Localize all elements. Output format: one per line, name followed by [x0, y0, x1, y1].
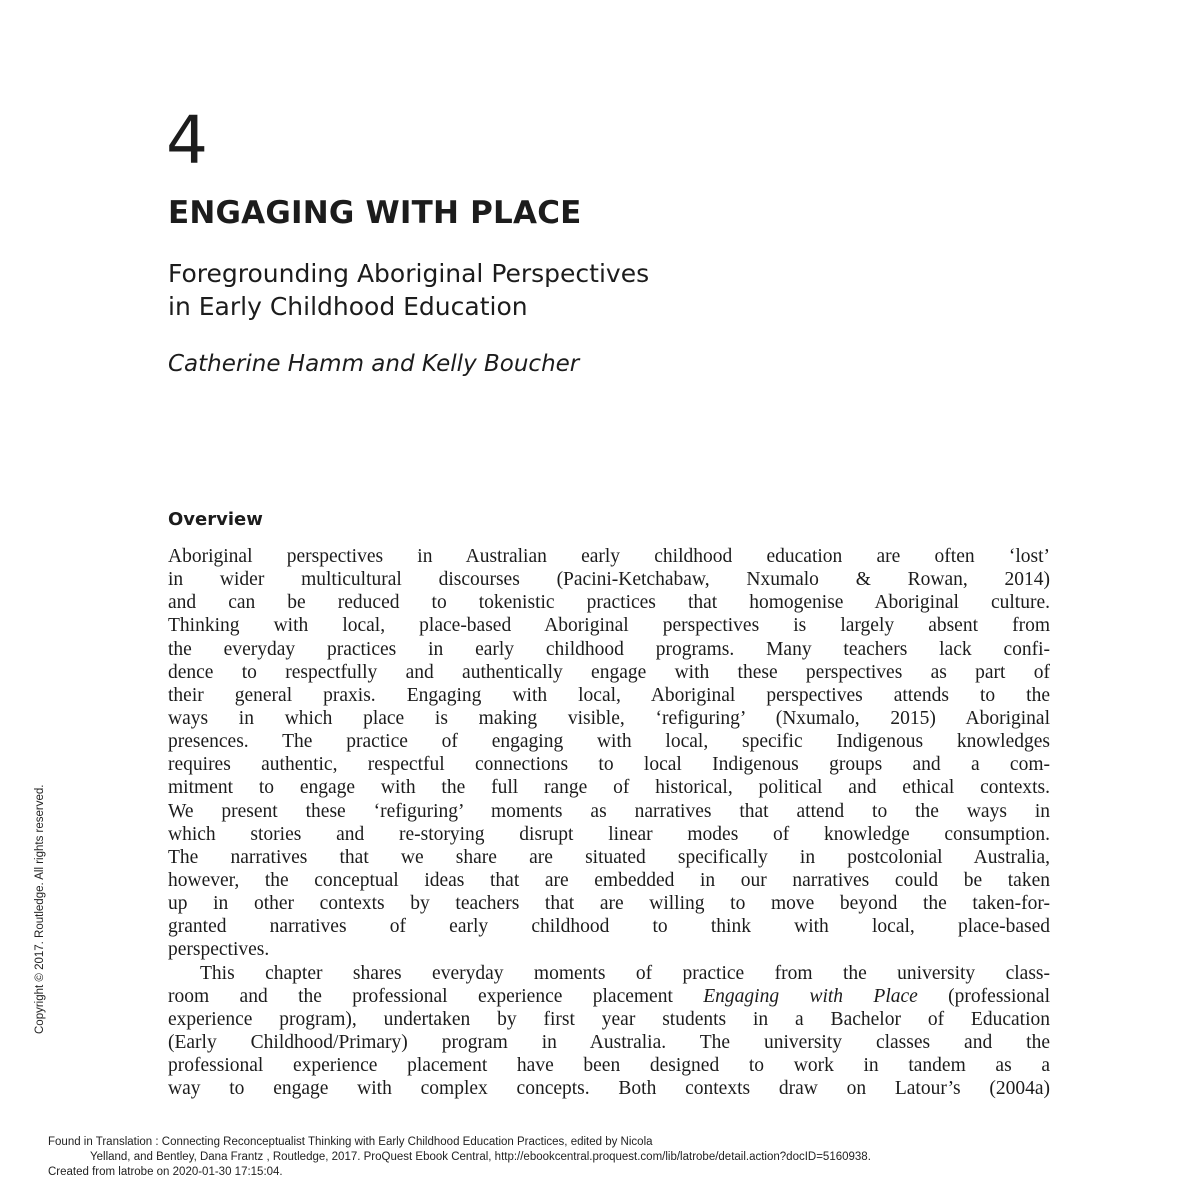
- section-heading: Overview: [168, 509, 263, 530]
- paragraph-line: Aboriginal perspectives in Australian early childhood education are often ‘lost’: [168, 546, 1050, 567]
- paragraph-line: perspectives.: [168, 939, 270, 961]
- footer-line: Created from latrobe on 2020-01-30 17:15:04.: [48, 1166, 283, 1178]
- paragraph-line: We present these ‘refiguring’ moments as narratives that attend to the ways in: [168, 800, 1050, 822]
- subtitle-line: Foregrounding Aboriginal Perspectives: [168, 259, 650, 288]
- paragraph-line: mitment to engage with the full range of historical, political and ethical contexts.: [168, 777, 1050, 799]
- paragraph-line: their general praxis. Engaging with local, Aboriginal perspectives attends to the: [168, 684, 1050, 706]
- paragraph-line: experience program), undertaken by first year students in a Bachelor of Education: [168, 1008, 1050, 1030]
- chapter-authors: Catherine Hamm and Kelly Boucher: [168, 351, 580, 377]
- text-run: (professional: [917, 985, 1050, 1007]
- paragraph-line: however, the conceptual ideas that are embedded in our narratives could be taken: [168, 869, 1050, 891]
- footer-line: Found in Translation : Connecting Reconceptualist Thinking with Early Childhood Education Practices, edited by Nicola: [48, 1136, 653, 1148]
- paragraph-line: requires authentic, respectful connections to local Indigenous groups and a com-: [168, 754, 1050, 776]
- paragraph-line: presences. The practice of engaging with local, specific Indigenous knowledges: [168, 731, 1050, 753]
- paragraph-line: granted narratives of early childhood to think with local, place-based: [168, 916, 1050, 938]
- paragraph-line: the everyday practices in early childhood programs. Many teachers lack confi-: [168, 638, 1050, 660]
- paragraph-line: (Early Childhood/Primary) program in Australia. The university classes and the: [168, 1031, 1050, 1053]
- paragraph-line: which stories and re-storying disrupt linear modes of knowledge consumption.: [168, 823, 1050, 845]
- chapter-subtitle: [168, 257, 649, 323]
- subtitle-line: in Early Childhood Education: [168, 292, 528, 321]
- paragraph-line: ways in which place is making visible, ‘refiguring’ (Nxumalo, 2015) Aboriginal: [168, 707, 1050, 729]
- body-text: [168, 545, 1050, 1100]
- citation-footer: [48, 1135, 1198, 1180]
- footer-line: Yelland, and Bentley, Dana Frantz , Routledge, 2017. ProQuest Ebook Central, http://ebookcentral.proquest.com/lib/latrobe/detail.action?docID=5160938.: [90, 1151, 871, 1163]
- paragraph-line: in wider multicultural discourses (Pacini-Ketchabaw, Nxumalo & Rowan, 2014): [168, 569, 1050, 591]
- paragraph-line: up in other contexts by teachers that are willing to move beyond the taken-for-: [168, 893, 1050, 915]
- paragraph-line: and can be reduced to tokenistic practices that homogenise Aboriginal culture.: [168, 592, 1050, 614]
- paragraph-line: Thinking with local, place-based Aboriginal perspectives is largely absent from: [168, 615, 1050, 637]
- chapter-title: ENGAGING WITH PLACE: [168, 195, 582, 231]
- program-title-emphasis: Engaging with Place: [703, 985, 918, 1007]
- paragraph-line: The narratives that we share are situated specifically in postcolonial Australia,: [168, 846, 1050, 868]
- paragraph-line: way to engage with complex concepts. Both contexts draw on Latour’s (2004a): [168, 1078, 1050, 1100]
- paragraph-line: professional experience placement have been designed to work in tandem as a: [168, 1055, 1050, 1077]
- text-run: room and the professional experience placement: [168, 985, 704, 1007]
- paragraph-line: [168, 985, 1050, 1008]
- chapter-number: 4: [166, 102, 208, 179]
- paragraph-line: This chapter shares everyday moments of practice from the university class-: [200, 962, 1050, 984]
- paragraph-line: dence to respectfully and authentically engage with these perspectives as part of: [168, 661, 1050, 683]
- copyright-notice: Copyright © 2017. Routledge. All rights reserved.: [34, 784, 46, 1034]
